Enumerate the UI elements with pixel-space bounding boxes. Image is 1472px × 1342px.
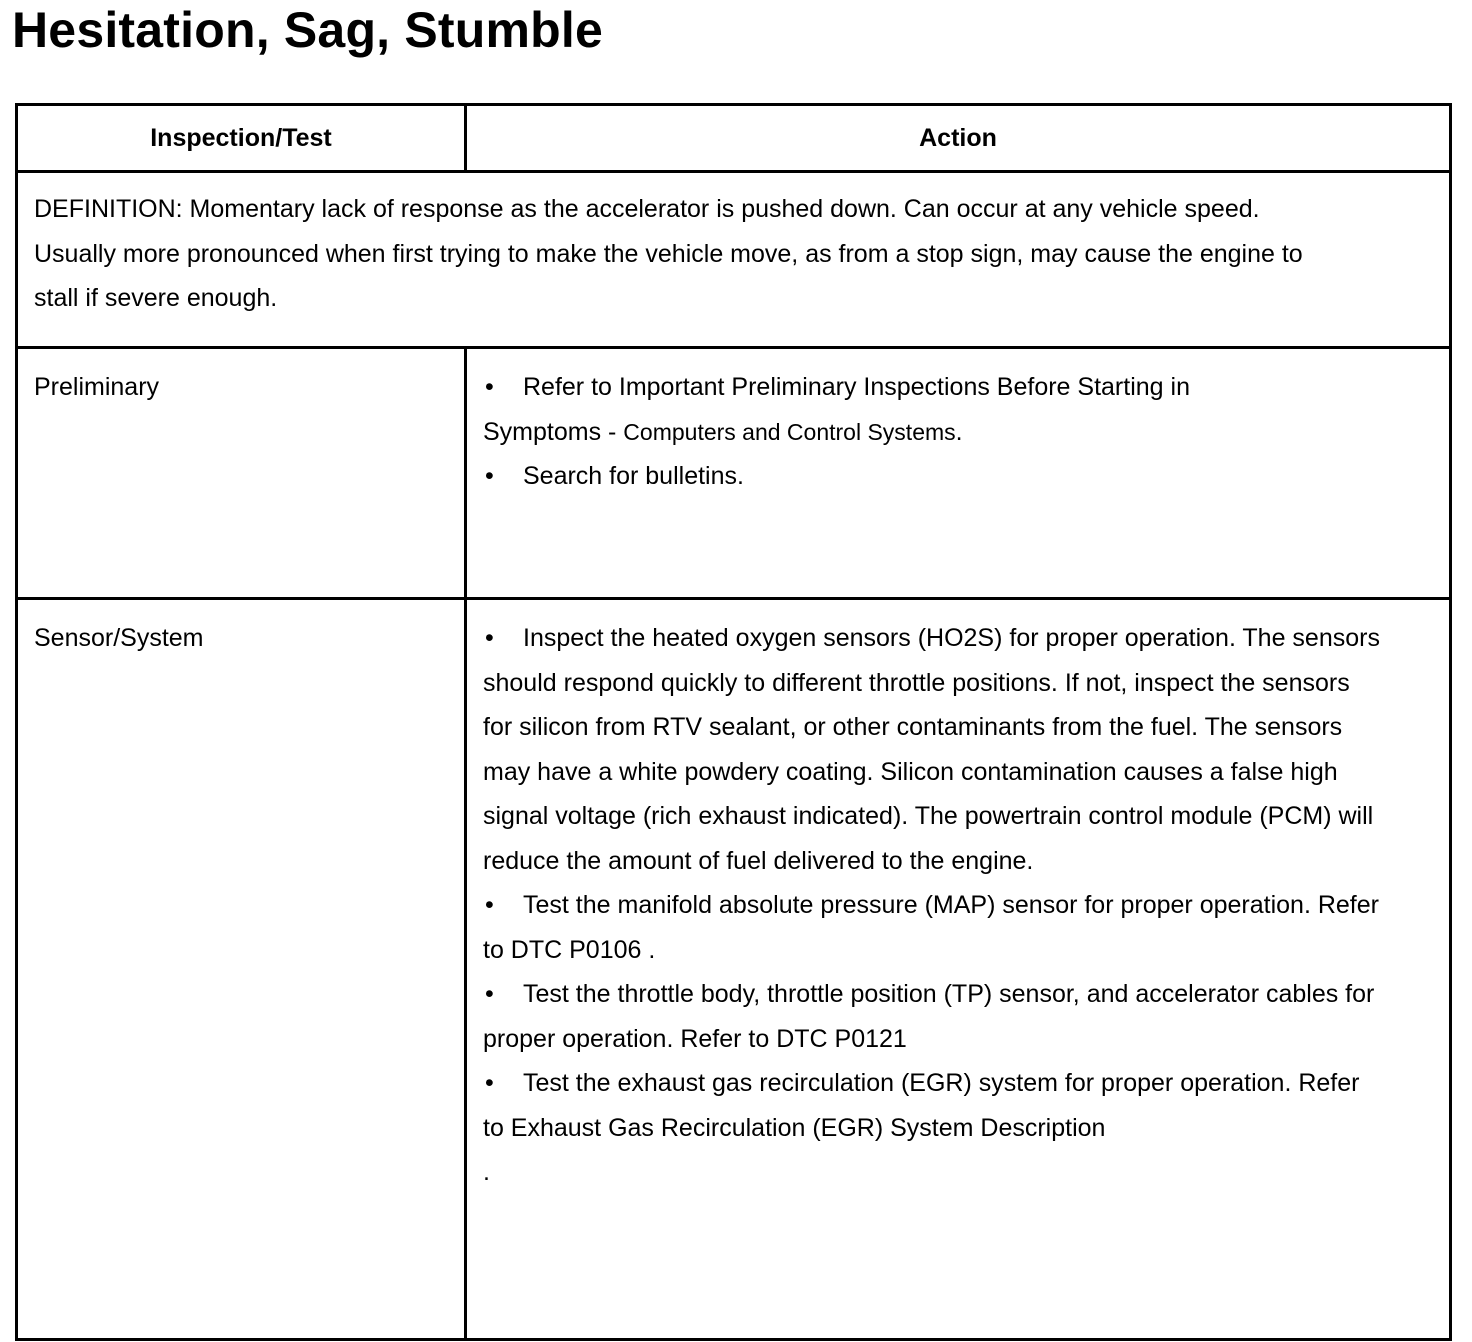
definition-row [17,172,1451,348]
bullet-icon: • [485,980,494,1008]
action-text: Search for bulletins. [523,462,744,490]
bullet-icon: • [485,462,494,490]
action-item [483,972,1383,1061]
action-text: Refer to Important Preliminary Inspections Before Starting in Symptoms - [483,373,1190,446]
action-item [483,883,1383,972]
bullet-icon: • [485,373,494,401]
inspection-cell-sensor-system: Sensor/System [17,599,466,1340]
action-text-end: . [483,1158,490,1186]
table-header-row [17,105,1451,172]
table-row [17,348,1451,599]
action-text: Test the exhaust gas recirculation (EGR) system for proper operation. Refer to Exhaust Gas Recirculation (EGR) System Description [483,1069,1360,1142]
action-text: Test the manifold absolute pressure (MAP) sensor for proper operation. Refer to DTC P0106 . [483,891,1379,964]
action-cell-preliminary [466,348,1451,599]
page-title: Hesitation, Sag, Stumble [12,2,604,58]
header-action: Action [466,105,1451,172]
definition-text [17,172,1451,348]
table-row [17,599,1451,1340]
inspection-cell-preliminary: Preliminary [17,348,466,599]
action-item [483,365,1273,454]
action-text: Test the throttle body, throttle position (TP) sensor, and accelerator cables for proper operation. Refer to DTC P0121 [483,980,1375,1053]
action-item [483,1061,1383,1195]
computers-control-systems-link[interactable]: Computers and Control Systems [623,418,956,445]
action-text-end: . [955,417,963,446]
bullet-icon: • [485,1069,494,1097]
diagnostic-table [15,103,1452,1341]
action-text: Inspect the heated oxygen sensors (HO2S) for proper operation. The sensors should respond quickly to different throttle positions. If not, inspect the sensors for silicon from RTV sealant, or other contaminants from the fuel. The sensors may have a white powdery coating. Silicon contamination causes a false high signal voltage (rich exhaust indicated). The powertrain control module (PCM) will reduce the amount of fuel delivered to the engine. [483,624,1380,875]
bullet-icon: • [485,624,494,652]
bullet-icon: • [485,891,494,919]
action-item [483,616,1383,883]
definition-text-content: DEFINITION: Momentary lack of response as the accelerator is pushed down. Can occur at any vehicle speed. Usually more pronounced when first trying to make the vehicle move, as from a stop sign, may cause the engine to stall if severe enough. [34,195,1303,312]
action-item [483,454,1273,499]
header-inspection-test: Inspection/Test [17,105,466,172]
action-cell-sensor-system [466,599,1451,1340]
